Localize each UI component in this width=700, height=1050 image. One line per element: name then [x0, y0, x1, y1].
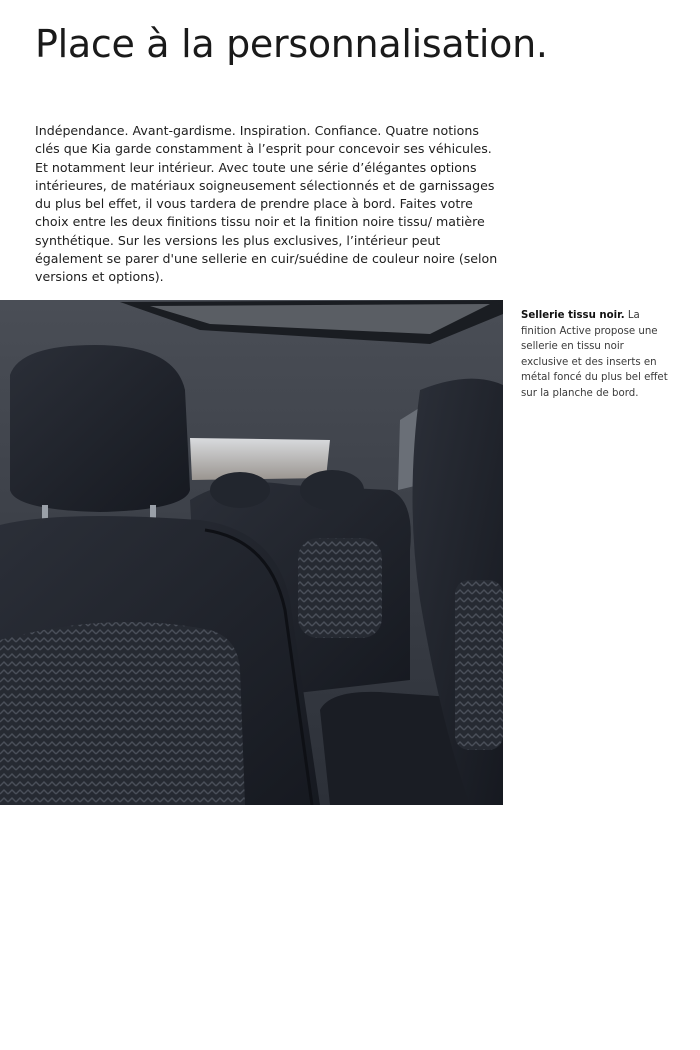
- photo-caption: [521, 308, 671, 401]
- rear-seat-insert: [298, 538, 382, 638]
- front-headrest-left: [10, 345, 190, 512]
- car-interior-photo: [0, 300, 503, 805]
- intro-paragraph: Indépendance. Avant-gardisme. Inspiration. Confiance. Quatre notions clés que Kia garde constamment à l’esprit pour concevoir ses véhicules. Et notamment leur intérieur. Avec toute une série d’élégantes options intérieures, de matériaux soigneusement sélectionnés et de garnissages du plus bel effet, il vous tardera de prendre place à bord. Faites votre choix entre les deux finitions tissu noir et la finition noire tissu/ matière synthétique. Sur les versions les plus exclusives, l’intérieur peut également se parer d'une sellerie en cuir/suédine de couleur noire (selon versions et options).: [35, 123, 498, 285]
- caption-body: La finition Active propose une sellerie en tissu noir exclusive et des inserts en métal foncé du plus bel effet sur la planche de bord.: [521, 310, 668, 399]
- front-seat-right-insert: [455, 580, 503, 750]
- rear-window: [190, 438, 330, 480]
- front-seat-left-insert: [0, 622, 245, 805]
- caption-heading: Sellerie tissu noir.: [521, 310, 625, 321]
- interior-illustration: [0, 300, 503, 805]
- rear-headrest-left: [210, 472, 270, 508]
- page-title: Place à la personnalisation.: [35, 22, 548, 66]
- rear-headrest-right: [300, 470, 364, 510]
